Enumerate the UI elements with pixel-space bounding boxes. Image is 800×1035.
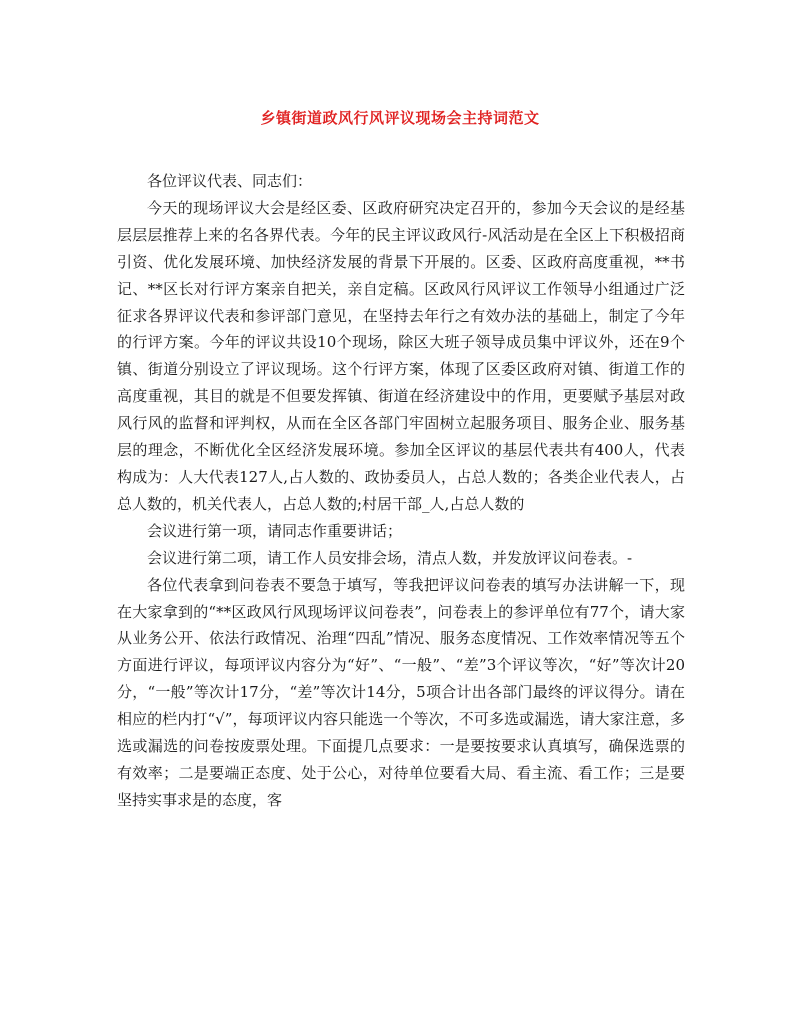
- paragraph-agenda-item-2: 会议进行第二项，请工作人员安排会场，清点人数，并发放评议问卷表。-: [147, 548, 633, 567]
- document-body: [117, 168, 685, 814]
- paragraph-opening-remarks: 今天的现场评议大会是经区委、区政府研究决定召开的，参加今天会议的是经基层层层推荐上来的名各界代表。今年的民主评议政风行-风活动是在全区上下积极招商引资、优化发展环境、加快经济发展的背景下开展的。区委、区政府高度重视，**书记、**区长对行评方案亲自把关，亲自定稿。区政风行风评议工作领导小组通过广泛征求各界评议代表和参评部门意见，在坚持去年行之有效办法的基础上，制定了今年的行评方案。今年的评议共设10个现场，除区大班子领导成员集中评议外，还在9个镇、街道分别设立了评议现场。这个行评方案，体现了区委区政府对镇、街道工作的高度重视，其目的就是不但要发挥镇、街道在经济建设中的作用，更要赋予基层对政风行风的监督和评判权，从而在全区各部门牢固树立起服务项目、服务企业、服务基层的理念，不断优化全区经济发展环境。参加全区评议的基层代表共有400人，代表构成为：人大代表127人,占人数的、政协委员人，占总人数的；各类企业代表人，占总人数的，机关代表人，占总人数的;村居干部_人,占总人数的: [117, 198, 685, 513]
- document-title: 乡镇街道政风行风评议现场会主持词范文: [260, 109, 540, 127]
- paragraph-agenda-item-1: 会议进行第一项，请同志作重要讲话；: [147, 521, 403, 540]
- paragraph-questionnaire-instructions: 各位代表拿到问卷表不要急于填写，等我把评议问卷表的填写办法讲解一下，现在大家拿到的“**区政风行风现场评议问卷表”，问卷表上的参评单位有77个，请大家从业务公开、依法行政情况、治理“四乱”情况、服务态度情况、工作效率情况等五个方面进行评议，每项评议内容分为“好”、“一般”、“差”3个评议等次，“好”等次计20分，“一般”等次计17分，“差”等次计14分，5项合计出各部门最终的评议得分。请在相应的栏内打“√”，每项评议内容只能选一个等次，不可多选或漏选，请大家注意，多选或漏选的问卷按废票处理。下面提几点要求：一是要按要求认真填写，确保选票的有效率；二是要端正态度、处于公心，对待单位要看大局、看主流、看工作；三是要坚持实事求是的态度，客: [117, 575, 685, 809]
- paragraph-salutation: 各位评议代表、同志们：: [147, 172, 313, 190]
